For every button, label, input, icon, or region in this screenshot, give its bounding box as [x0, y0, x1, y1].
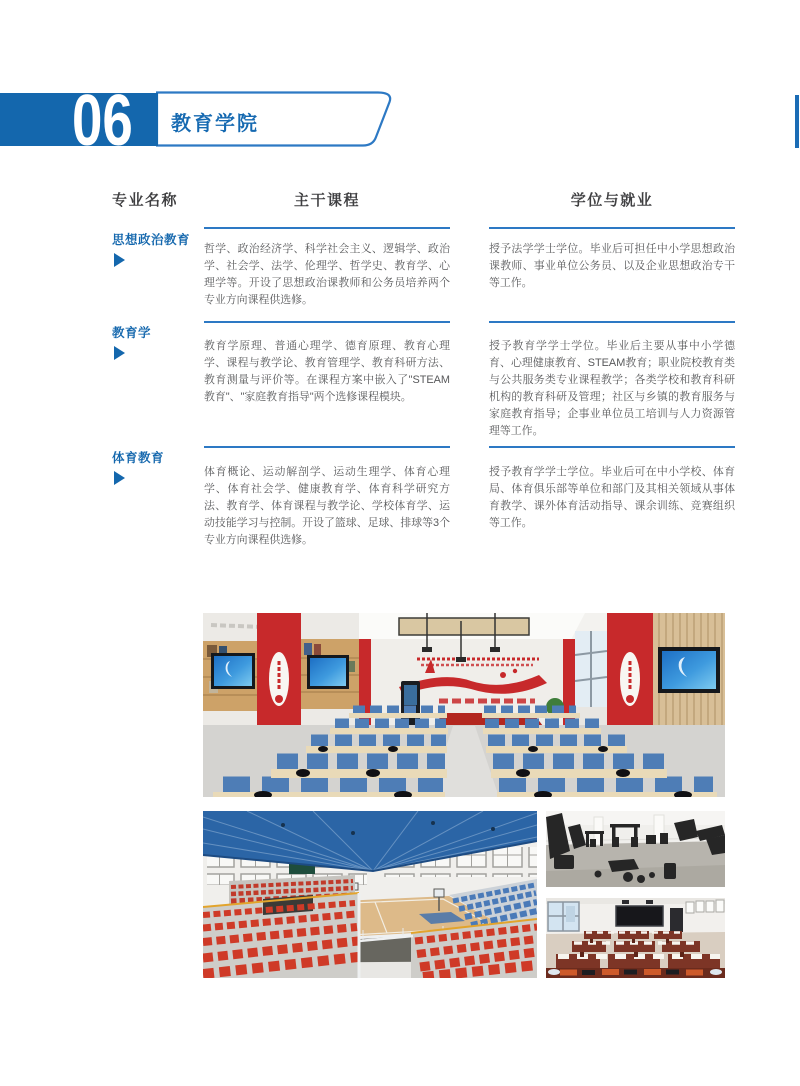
separator-line	[204, 446, 450, 448]
page-edge-tab	[795, 95, 799, 148]
courses-text: 哲学、政治经济学、科学社会主义、逻辑学、政治学、社会学、法学、伦理学、哲学史、教育学、心理学等。开设了思想政治课教师和公务员培养两个专业方向课程供选修。	[204, 243, 450, 306]
major-name: 体育教育	[112, 451, 165, 465]
fitness-room-photo	[546, 811, 725, 887]
separator-line	[204, 227, 450, 229]
separator-line	[489, 227, 735, 229]
degree-text: 授予教育学学士学位。毕业后可在中小学校、体育局、体育俱乐部等单位和部门及其相关领域从事体育教学、课外体育活动指导、课余训练、竞赛组织等工作。	[489, 466, 735, 529]
courses-text: 教育学原理、普通心理学、德育原理、教育心理学、课程与教学论、教育管理学、教育科研方法、教育测量与评价等。在课程方案中嵌入了"STEAM教育"、"家庭教育指导"两个选修课程模块。	[204, 340, 450, 403]
column-header-courses: 主干课程	[293, 192, 360, 209]
column-header-major: 专业名称	[112, 192, 179, 209]
separator-line	[489, 321, 735, 323]
arrow-right-icon	[114, 253, 125, 267]
courses-text: 体育概论、运动解剖学、运动生理学、体育心理学、体育社会学、健康教育学、体育科学研究方法、教育学、体育课程与教学论、学校体育学、运动技能学习与控制。开设了篮球、足球、排球等3个专业方向课程供选修。	[204, 466, 450, 546]
separator-line	[489, 446, 735, 448]
section-number: 06	[72, 81, 133, 161]
smart-lecture-hall-photo	[203, 613, 725, 797]
degree-text: 授予教育学学士学位。毕业后主要从事中小学德育、心理健康教育、STEAM教育；职业院校教育类与公共服务类专业课程教学；各类学校和教育科研机构的教育科研及管理；社区与乡镇的教育服务与家庭教育指导；企事业单位员工培训与人力资源管理等工作。	[489, 340, 735, 437]
wooden-desk-classroom-photo	[546, 898, 725, 978]
arrow-right-icon	[114, 346, 125, 360]
major-name: 教育学	[112, 326, 152, 340]
page-title: 教育学院	[171, 113, 259, 135]
degree-text: 授予法学学士学位。毕业后可担任中小学思想政治课教师、事业单位公务员、以及企业思想政治专干等工作。	[489, 243, 735, 289]
arrow-right-icon	[114, 471, 125, 485]
major-name: 思想政治教育	[112, 233, 191, 247]
gymnasium-arena-photo	[203, 811, 537, 978]
column-header-degree: 学位与就业	[570, 192, 654, 209]
separator-line	[204, 321, 450, 323]
